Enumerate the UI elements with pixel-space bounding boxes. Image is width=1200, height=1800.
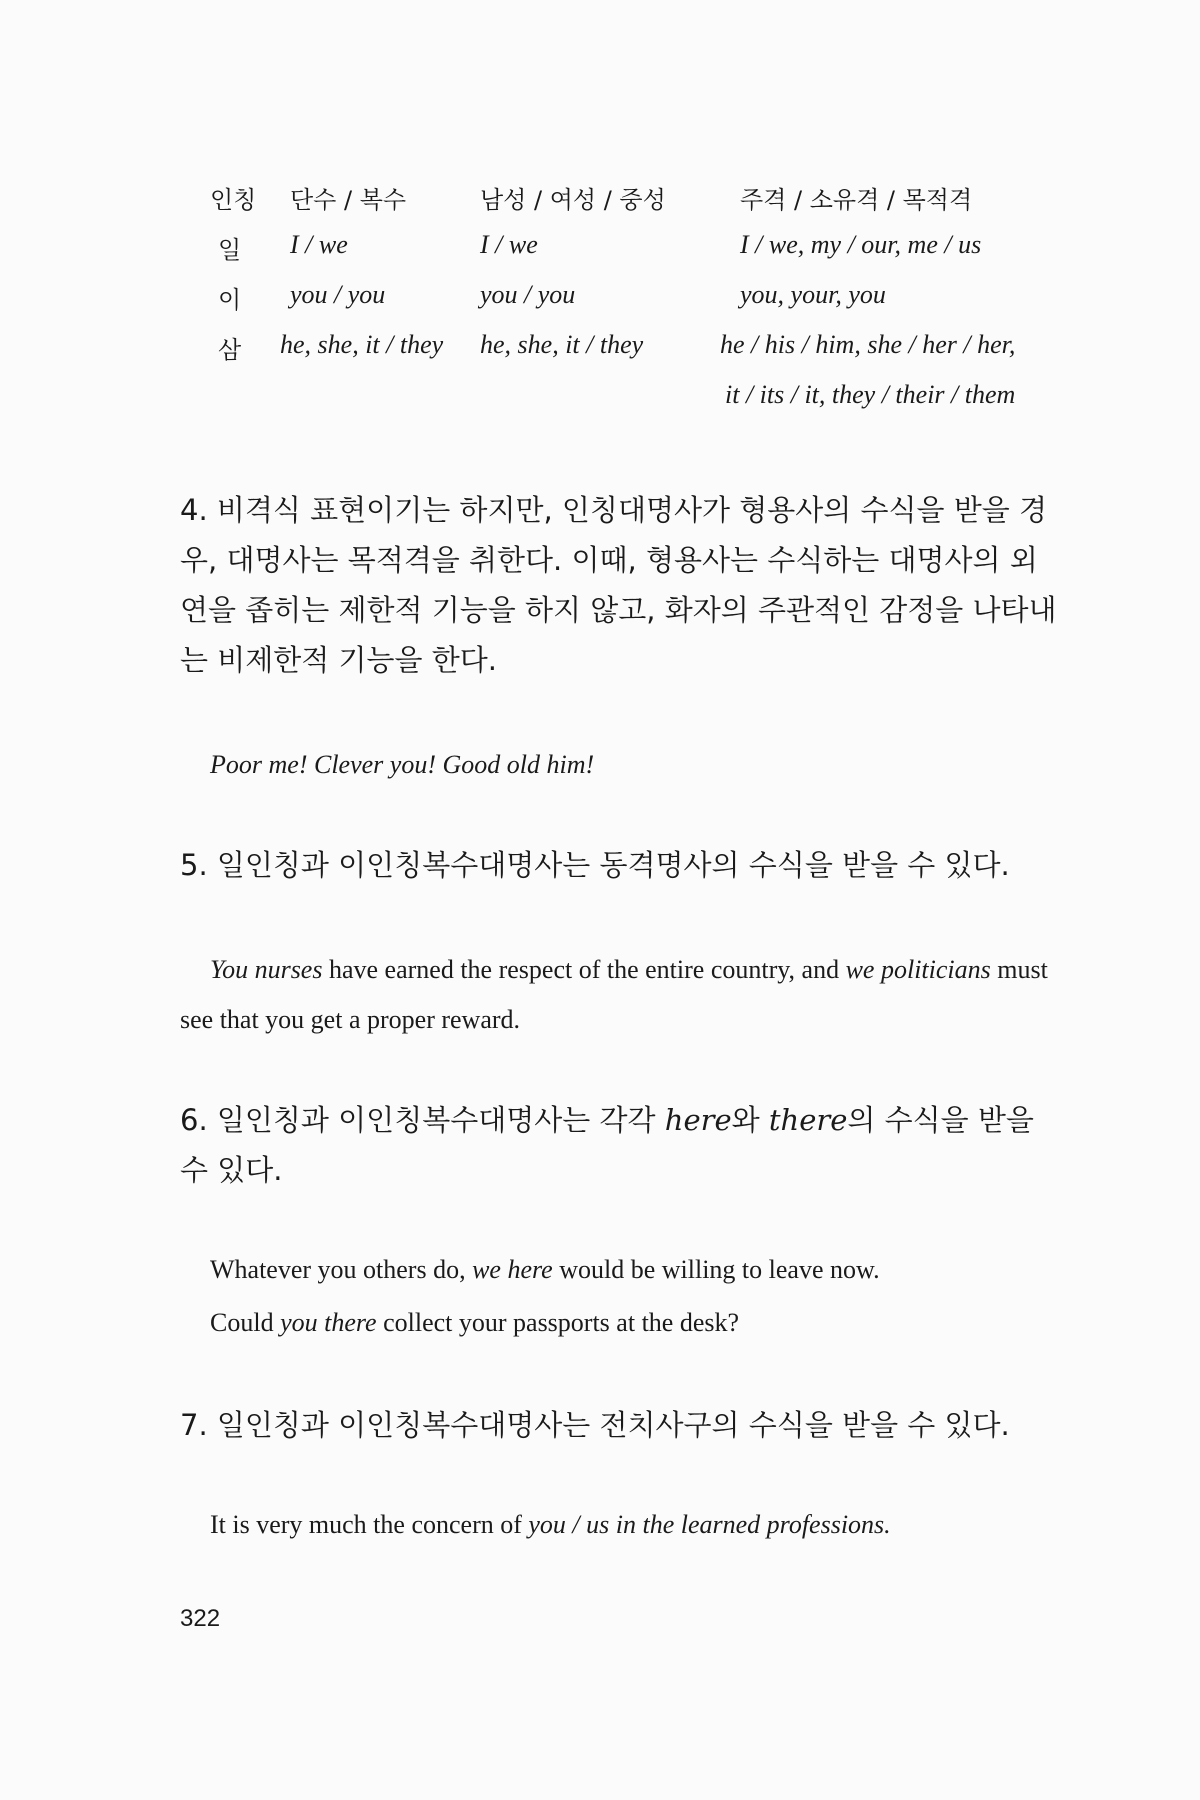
section-7-heading: 7. 일인칭과 이인칭복수대명사는 전치사구의 수식을 받을 수 있다. bbox=[180, 1408, 1010, 1442]
header-person: 인칭 bbox=[210, 186, 257, 214]
section-7-example: It is very much the concern of you / us in the learned professions. bbox=[210, 1510, 891, 1539]
row-gender: he, she, it / they bbox=[480, 330, 644, 359]
row-gender: you / you bbox=[480, 280, 576, 309]
page-number: 322 bbox=[180, 1605, 221, 1632]
header-gender: 남성 / 여성 / 중성 bbox=[480, 186, 666, 214]
header-case: 주격 / 소유격 / 목적격 bbox=[740, 186, 973, 214]
row-number: he, she, it / they bbox=[280, 330, 444, 359]
section-6-heading: 6. 일인칭과 이인칭복수대명사는 각각 here와 there의 수식을 받을 수 있다. bbox=[180, 1103, 1034, 1187]
section-5-heading: 5. 일인칭과 이인칭복수대명사는 동격명사의 수식을 받을 수 있다. bbox=[180, 848, 1010, 882]
row-person: 일 bbox=[218, 236, 242, 264]
section-5-example: You nurses have earned the respect of the entire country, and we politicians must see that you get a proper reward. bbox=[180, 955, 1048, 1034]
section-6-example-2: Could you there collect your passports at the desk? bbox=[210, 1308, 740, 1337]
section-4-example: Poor me! Clever you! Good old him! bbox=[210, 750, 595, 779]
row-case: he / his / him, she / her / her, bbox=[720, 330, 1016, 359]
row-person: 삼 bbox=[218, 336, 242, 364]
header-number: 단수 / 복수 bbox=[290, 186, 407, 214]
row-number: I / we bbox=[290, 230, 348, 259]
row-number: you / you bbox=[290, 280, 386, 309]
row-case: I / we, my / our, me / us bbox=[740, 230, 982, 259]
row-case: you, your, you bbox=[740, 280, 886, 309]
section-4-heading: 4. 비격식 표현이기는 하지만, 인칭대명사가 형용사의 수식을 받을 경우, 대명사는 목적격을 취한다. 이때, 형용사는 수식하는 대명사의 외연을 좁히는 제한적 기능을 하지 않고, 화자의 주관적인 감정을 나타내는 비제한적 기능을 한다. bbox=[180, 493, 1057, 677]
row-person: 이 bbox=[218, 286, 242, 314]
row-gender: I / we bbox=[480, 230, 538, 259]
row-case-continued: it / its / it, they / their / them bbox=[725, 380, 1016, 409]
section-6-example-1: Whatever you others do, we here would be willing to leave now. bbox=[210, 1255, 880, 1284]
